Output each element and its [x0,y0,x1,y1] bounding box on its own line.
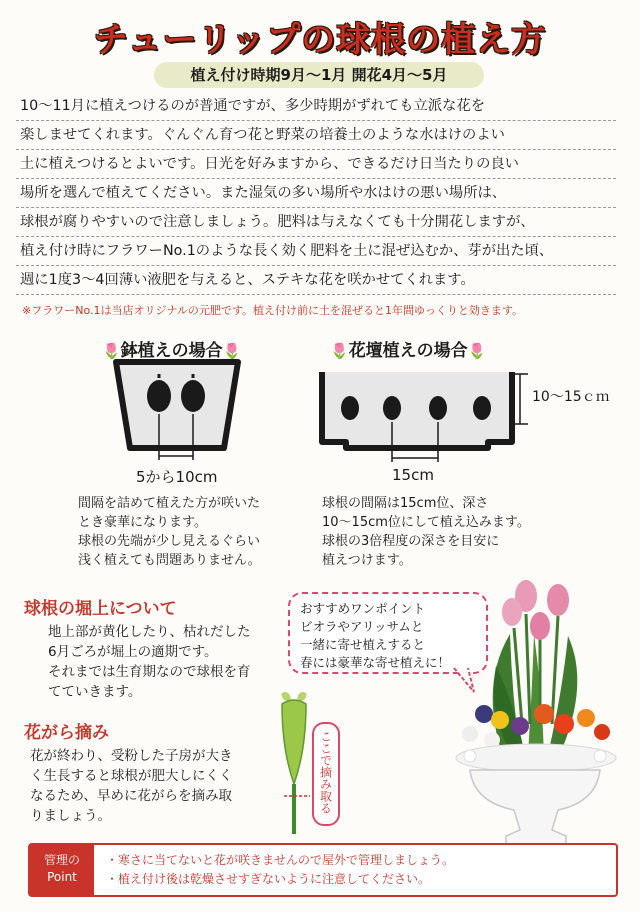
tulip-icon: 🌷 [330,342,349,360]
intro-line: 球根が腐りやすいので注意しましょう。肥料は与えなくても十分開花しますが、 [16,208,616,237]
bulb-icon [147,380,171,412]
pot-desc-line: 球根の先端が少し見えるぐらい [78,534,261,549]
deadhead-heading: 花がら摘み [24,723,109,743]
pot-title: 鉢植えの場合 [120,341,223,361]
bed-spacing-label: 15cm [392,466,434,484]
pot-desc-line: 間隔を詰めて植えた方が咲いた [78,496,261,511]
bulb-icon [383,396,401,420]
pinch-label-text: ここで摘み取る [318,730,333,814]
bulb-icon [429,396,447,420]
bulb-icon [181,380,205,412]
deadhead-desc-line: りましょう。 [30,808,111,824]
pinch-point-label [312,722,340,826]
callout-line: ビオラやアリッサムと [300,619,424,634]
callout-line: おすすめワンポイント [300,601,426,616]
digging-desc-line: 6月ごろが堀上の適期です。 [48,644,218,660]
intro-line: 10～11月に植えつけるのが普通ですが、多少時期がずれても立派な花を [16,92,616,121]
intro-line: 楽しませてくれます。ぐんぐん育つ花と野菜の培養土のような水はけのよい [16,121,616,150]
bulb-icon [473,396,491,420]
bed-diagram [318,364,518,464]
intro-line: 植え付け時にフラワーNo.1のような長く効く肥料を土に混ぜ込むか、芽が出た頃、 [16,237,616,266]
management-point-items [106,851,454,889]
deadhead-desc-line: 花が終わり、受粉した子房が大き [30,748,233,764]
management-point-item: ・植え付け後は乾燥させすぎないように注意してください。 [106,872,431,886]
badge-top-text: 管理の [43,853,80,867]
pot-description [78,494,261,570]
seed-pod-illustration [270,690,318,836]
management-point-badge [30,845,94,895]
bed-desc-line: 球根の間隔は15cm位、深さ [322,496,489,511]
callout-line: 一緒に寄せ植えすると [300,637,426,652]
bed-desc-line: 植えつけます。 [322,553,412,568]
bed-planting-heading [330,336,486,361]
badge-bottom-text: Point [47,870,77,884]
callout-text [300,600,450,672]
page-title: チューリップの球根の植え方 [93,20,547,60]
pot-spacing-label: 5から10cm [136,468,218,486]
intro-line: 週に1度3～4回薄い液肥を与えると、ステキな花を咲かせてくれます。 [16,266,616,295]
bed-depth-label: 10～15ｃｍ [532,389,610,405]
bed-title: 花壇植えの場合 [348,341,468,361]
callout-line: 春には豪華な寄せ植えに！ [300,655,451,670]
digging-heading: 球根の堀上について [24,599,177,619]
tulip-icon: 🌷 [467,342,487,360]
bed-desc-line: 10～15cm位にして植え込みます。 [322,515,530,530]
tulip-icon: 🌷 [222,342,242,360]
deadhead-desc-line: なるため、早めに花がらを摘み取 [30,788,232,804]
fertilizer-footnote: ※フラワーNo.1は当店オリジナルの元肥です。植え付け前に土を混ぜると1年間ゆっくりと効きます。 [22,304,524,317]
digging-desc-line: てていきます。 [48,684,142,700]
digging-desc-line: 地上部が黄化したり、枯れだした [48,624,251,640]
intro-text [16,92,616,295]
digging-desc-line: それまでは生育期なので球根を育 [48,664,251,680]
depth-bracket [508,372,532,428]
deadhead-desc-line: く生長すると球根が肥大しにくく [30,768,233,784]
management-point-box [28,843,618,897]
planting-period-banner: 植え付け時期9月～1月 開花4月～5月 [154,62,484,88]
bed-desc-line: 球根の3倍程度の深さを目安に [322,534,500,549]
bed-description [322,494,530,570]
intro-line: 土に植えつけるとよいです。日光を好みますから、できるだけ日当たりの良い [16,150,616,179]
pot-diagram [112,356,242,462]
pot-desc-line: とき豪華になります。 [78,515,207,530]
pot-desc-line: 浅く植えても問題ありません。 [78,553,261,568]
intro-line: 場所を選んで植えてください。また湿気の多い場所や水はけの悪い場所は、 [16,179,616,208]
tulip-icon: 🌷 [102,342,121,360]
tulip-planter-illustration [440,574,630,860]
deadhead-description [30,746,233,826]
management-point-item: ・寒さに当てないと花が咲きませんので屋外で管理しましょう。 [106,853,455,867]
bulb-icon [341,396,359,420]
digging-description [48,622,251,702]
